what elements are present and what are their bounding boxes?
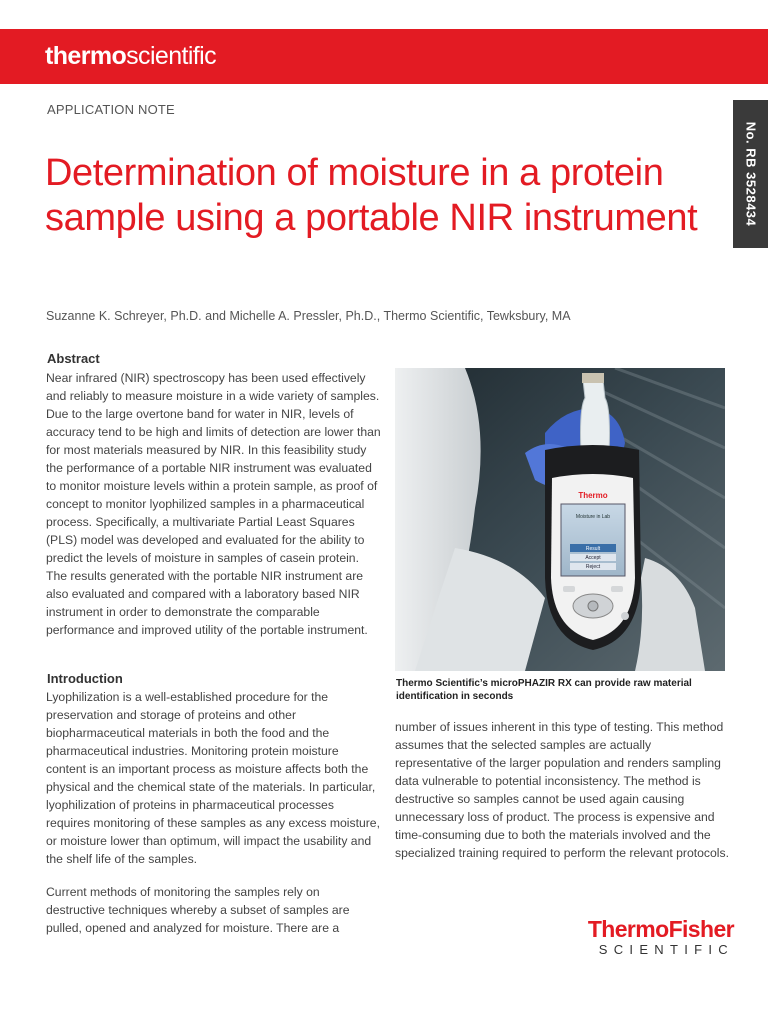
figure-caption: Thermo Scientific’s microPHAZIR RX can provide raw material identification in seconds (396, 678, 692, 702)
brand-light: scientific (126, 42, 217, 70)
brand-bold: thermo (45, 42, 127, 70)
thermo-fisher-logo (578, 916, 734, 958)
thermo-scientific-logo (45, 42, 216, 70)
device-screen-accept: Accept (585, 555, 601, 561)
abstract-text: Near infrared (NIR) spectroscopy has been used effectively and reliably to measure moisture in a wide variety of samples. Due to the large overtone band for water in NIR, levels of accuracy tend to be high and limits of detection are lower than for most materials measured by NIR. In this feasibility study the performance of a portable NIR instrument was evaluated to monitor moisture levels within a protein sample, as proof of concept to monitor lyophilized samples in a pharmaceutical process. Specifically, a multivariate Partial Least Squares (PLS) model was developed and evaluated for the ability to predict the levels of moisture in samples of casein protein. The results generated with the portable NIR instrument are also evaluated and compared with a laboratory based NIR instrument in order to demonstrate the comparable performance and improved utility of the portable instrument. (46, 371, 381, 637)
document-number: No. RB 3528434 (743, 121, 758, 227)
device-brand-text: Thermo (578, 491, 608, 500)
device-screen-result: Result (585, 546, 601, 552)
introduction-paragraph-2: Current methods of monitoring the samples rely on destructive techniques whereby a subset of samples are pulled, opened and analyzed for moisture. There are a (46, 885, 350, 935)
document-number-tab (733, 100, 768, 248)
logo-line-2: SCIENTIFIC (598, 942, 734, 957)
introduction-paragraph-3: number of issues inherent in this type of testing. This method assumes that the selected samples are actually representative of the larger population and renders sampling data vulnerable to potential inconsistency. The method is destructive so samples cannot be used again causing unnecessary loss of product. The process is expensive and time-consuming due to both the materials involved and the specialized training required to perform the relevant protocols. (395, 720, 729, 860)
device-photo (395, 368, 725, 671)
logo-line-1: ThermoFisher (587, 916, 734, 942)
page-title: Determination of moisture in a protein sample using a portable NIR instrument (45, 152, 698, 239)
device-screen-reject: Reject (585, 564, 601, 570)
abstract-heading: Abstract (47, 351, 100, 366)
introduction-heading: Introduction (47, 671, 123, 686)
introduction-paragraph-1: Lyophilization is a well-established procedure for the preservation and storage of proteins and other biopharmaceutical materials in both the food and the pharmaceutical industries. Monitoring protein moisture content is an important process as moisture affects both the physical and the chemical state of the materials. In particular, lyophilization of proteins in pharmaceutical processes requires monitoring of these samples as any excess moisture, or moisture lower than optimum, will impact the usability and the shelf life of the samples. (46, 690, 380, 866)
authors: Suzanne K. Schreyer, Ph.D. and Michelle A. Pressler, Ph.D., Thermo Scientific, Tewksbury, MA (46, 309, 571, 323)
device-screen-title: Moisture in Lab (575, 514, 611, 520)
document-type: APPLICATION NOTE (47, 102, 175, 117)
